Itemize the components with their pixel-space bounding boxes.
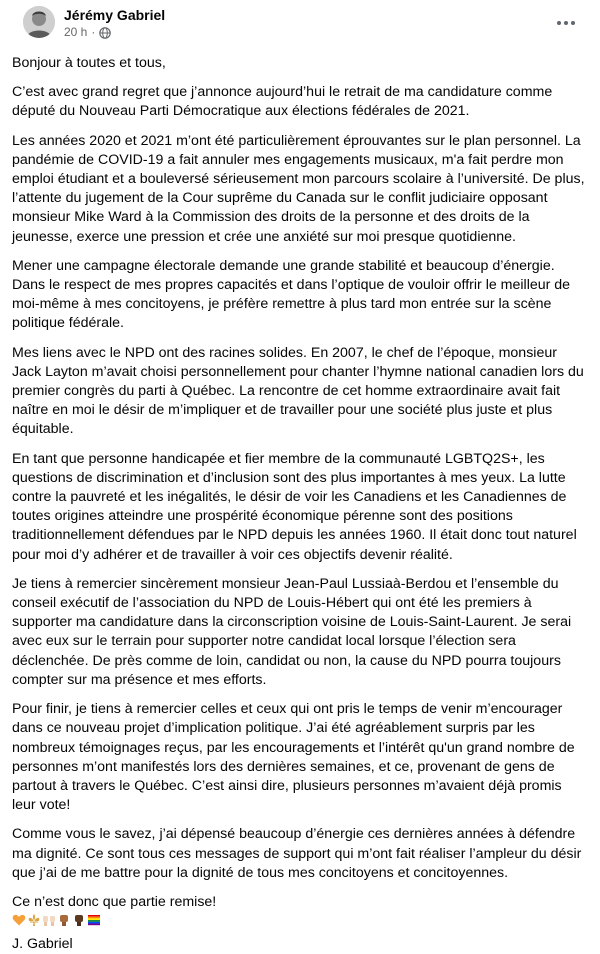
orange-heart-icon [12, 913, 26, 927]
raised-fists-light-icon [42, 913, 56, 927]
paragraph: Mener une campagne électorale demande une grande stabilité et beaucoup d’énergie. Dans le respect de mes propres capacités et dans l’optique de vouloir offrir le meilleur de moi-même à mes concitoyens, je préfère remettre à plus tard mon entrée sur la scène politique fédérale. [12, 257, 571, 332]
paragraph: Comme vous le savez, j’ai dépensé beaucoup d’énergie ces dernières années à défendre ma dignité. Ce sont tous ces messages de support qui m’ont fait réaliser l’ampleur du désir que j’ai de me battre pour la dignité de tous mes concitoyens et concitoyennes. [12, 826, 582, 881]
signature: J. Gabriel [12, 936, 73, 953]
closing-line: Ce n’est donc que partie remise! [12, 893, 217, 910]
fleur-de-lis-icon [27, 913, 41, 927]
paragraph: Les années 2020 et 2021 m’ont été particulièrement éprouvantes sur le plan personnel. La pandémie de COVID-19 a fait annuler mes engagements musicaux, m'a fait perdre mon emploi étudiant et a bouleversé sérieusement mon parcours scolaire à l’université. De plus, l’attente du jugement de la Cour suprême du Canada sur le conflit judiciaire opposant monsieur Mike Ward à la Commission des droits de la personne et des droits de la jeunesse, exerce une pression et crée une anxiété sur moi presque quotidienne. [12, 132, 585, 245]
post-text [12, 44, 588, 954]
greeting: Bonjour à toutes et tous, [12, 55, 166, 71]
paragraph: En tant que personne handicapée et fier membre de la communauté LGBTQ2S+, les questions de discrimination et d’inclusion sont des plus importantes à mes yeux. La lutte contre la pauvreté et les inégalités, le désir de voir les Canadiens et les Canadiennes de toutes origines atteindre une prospérité économique pérenne sont des positions traditionnellement défendues par le NPD depuis les années 1960. Il était donc tout naturel pour moi d’y adhérer et de travailler à voir ces objectifs devenir réalité. [12, 450, 577, 563]
raised-fist-dark-icon [72, 913, 86, 927]
post-header [12, 0, 588, 44]
more-options-button[interactable] [554, 12, 578, 32]
more-horizontal-icon [556, 13, 576, 31]
author-name[interactable]: Jérémy Gabriel [64, 7, 166, 23]
paragraph: Pour finir, je tiens à remercier celles et ceux qui ont pris le temps de venir m’encourager dans ce nouveau projet d’implication politique. J’ai été agréablement surpris par les nombreux témoignages reçus, par les encouragements et l’intérêt qu'un grand nombre de personnes m’ont manifestés lors des dernières semaines, et ce, provenant de gens de partout à travers le Québec. C’est ainsi dire, plusieurs personnes m’avaient déjà promis leur vote! [12, 701, 575, 814]
globe-icon[interactable] [99, 27, 111, 39]
paragraph: Mes liens avec le NPD ont des racines solides. En 2007, le chef de l’époque, monsieur Jack Layton m’avait choisi personnellement pour chanter l’hymne national canadien lors du premier congrès du parti à Québec. La rencontre de cet homme extraordinaire avait fait naître en moi le désir de m’impliquer et de travailler pour une société plus juste et plus équitable. [12, 344, 584, 438]
raised-fist-medium-icon [57, 913, 71, 927]
post-meta [64, 25, 111, 40]
rainbow-flag-icon [87, 913, 101, 927]
emoji-row [12, 910, 588, 929]
paragraph: C’est avec grand regret que j’annonce aujourd’hui le retrait de ma candidature comme député du Nouveau Parti Démocratique aux élections fédérales de 2021. [12, 84, 553, 120]
paragraph: Je tiens à remercier sincèrement monsieur Jean-Paul Lussiaà-Berdou et l’ensemble du conseil exécutif de l’association du NPD de Louis-Hébert qui ont été les premiers à supporter ma candidature dans la circonscription voisine de Louis-Saint-Laurent. Je serai avec eux sur le terrain pour supporter notre candidat local lorsque l’élection sera déclenchée. De près comme de loin, candidat ou non, la cause du NPD pourra toujours compter sur ma présence et mes efforts. [12, 575, 572, 688]
post-time[interactable]: 20 h [64, 25, 88, 39]
meta-separator: · [91, 25, 96, 39]
avatar[interactable] [23, 6, 55, 38]
